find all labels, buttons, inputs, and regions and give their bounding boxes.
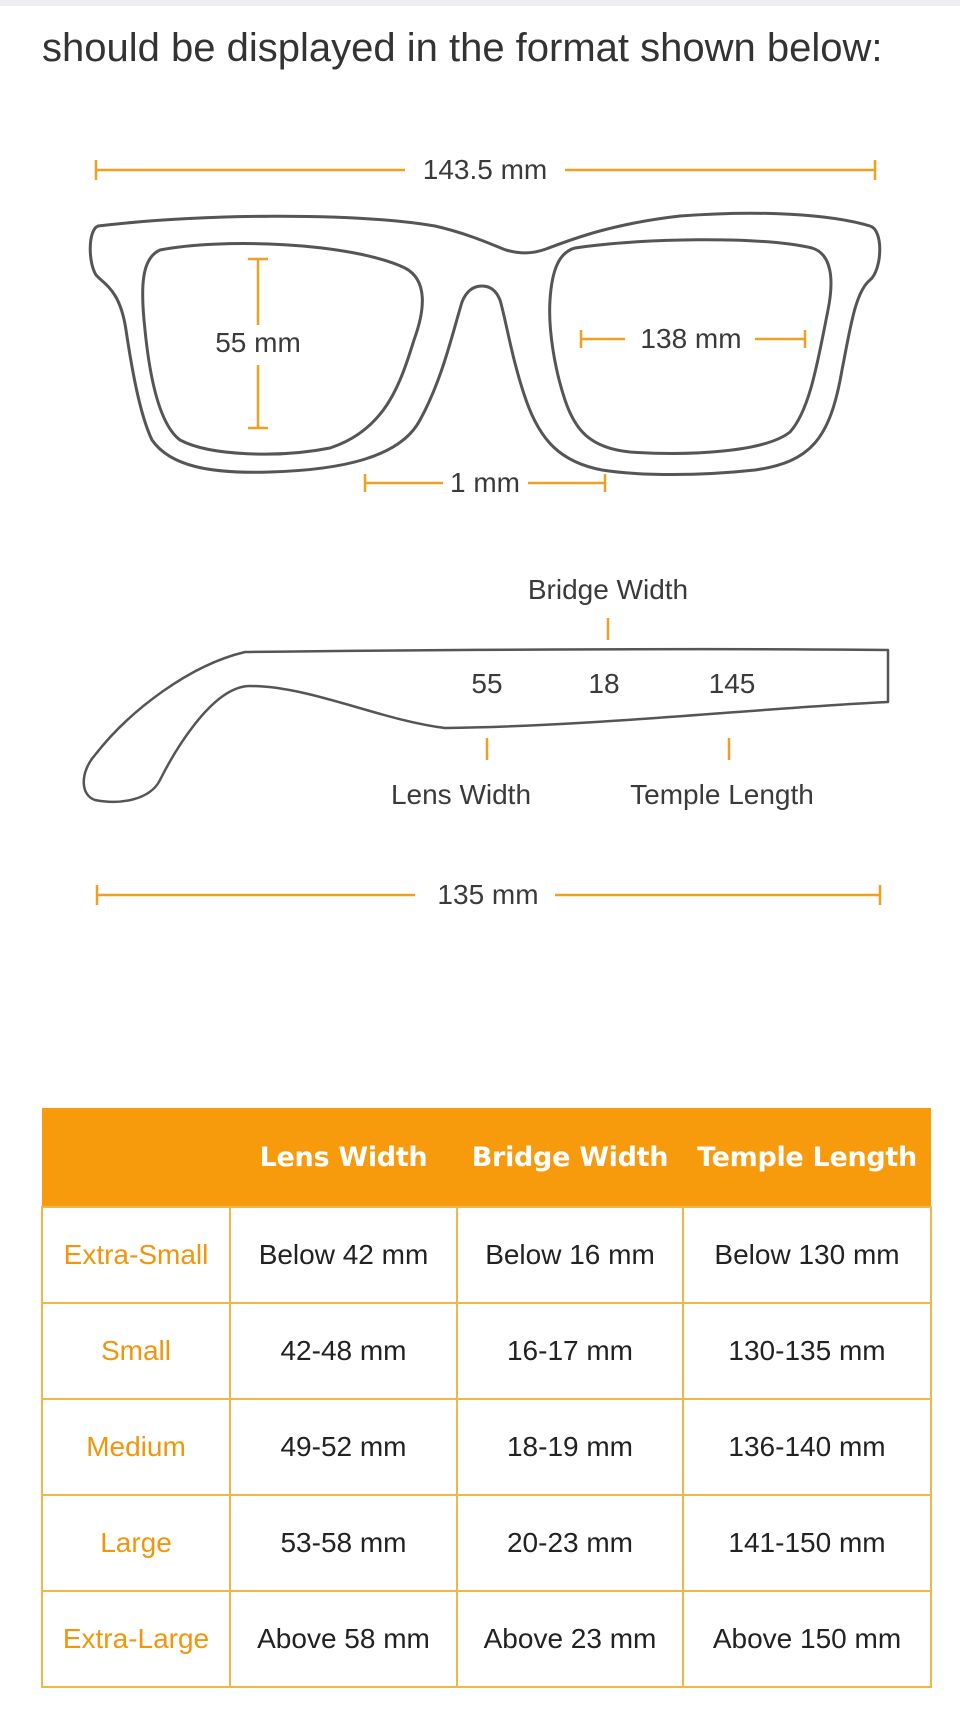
- lens-width-caption: Lens Width: [390, 779, 532, 810]
- size-name-cell: Medium: [42, 1399, 230, 1495]
- total-width-label: 143.5 mm: [422, 154, 548, 185]
- header-temple-length: Temple Length: [683, 1108, 931, 1207]
- header-size: [42, 1108, 230, 1207]
- lens-height-label: 55 mm: [215, 327, 301, 358]
- temple-length-cell: 130-135 mm: [683, 1303, 931, 1399]
- bridge-width-cell: 20-23 mm: [457, 1495, 683, 1591]
- front-frame: [90, 213, 880, 474]
- header-lens-width: Lens Width: [230, 1108, 457, 1207]
- bridge-width-cell: 16-17 mm: [457, 1303, 683, 1399]
- table-row: [42, 1591, 931, 1687]
- lens-width-value: 55: [471, 668, 503, 699]
- table-header-row: [42, 1108, 931, 1207]
- size-name-cell: Extra-Small: [42, 1207, 230, 1303]
- lens-width-cell: 49-52 mm: [230, 1399, 457, 1495]
- size-name-cell: Extra-Large: [42, 1591, 230, 1687]
- temple-length-cell: Above 150 mm: [683, 1591, 931, 1687]
- size-chart-table: [41, 1108, 932, 1688]
- lens-width-cell: 53-58 mm: [230, 1495, 457, 1591]
- table-row: [42, 1399, 931, 1495]
- total-length-label: 135 mm: [437, 879, 539, 910]
- bridge-width-cell: 18-19 mm: [457, 1399, 683, 1495]
- temple-length-value: 145: [708, 668, 756, 699]
- table-row: [42, 1207, 931, 1303]
- bridge-label: 1 mm: [450, 467, 520, 498]
- temple-length-cell: 136-140 mm: [683, 1399, 931, 1495]
- bridge-width-caption: Bridge Width: [527, 574, 689, 605]
- table-row: [42, 1495, 931, 1591]
- size-name-cell: Small: [42, 1303, 230, 1399]
- size-name-cell: Large: [42, 1495, 230, 1591]
- lens-width-cell: 42-48 mm: [230, 1303, 457, 1399]
- front-frame-outer: [90, 213, 880, 474]
- temple-length-caption: Temple Length: [630, 779, 814, 810]
- header-bridge-width: Bridge Width: [457, 1108, 683, 1207]
- bridge-width-cell: Above 23 mm: [457, 1591, 683, 1687]
- temple-length-cell: Below 130 mm: [683, 1207, 931, 1303]
- lens-width-cell: Below 42 mm: [230, 1207, 457, 1303]
- bridge-width-value: 18: [588, 668, 620, 699]
- table-row: [42, 1303, 931, 1399]
- lens-width-cell: Above 58 mm: [230, 1591, 457, 1687]
- temple-length-cell: 141-150 mm: [683, 1495, 931, 1591]
- bridge-width-cell: Below 16 mm: [457, 1207, 683, 1303]
- frame-width-label: 138 mm: [640, 323, 742, 354]
- intro-text: should be displayed in the format shown below:: [42, 26, 883, 70]
